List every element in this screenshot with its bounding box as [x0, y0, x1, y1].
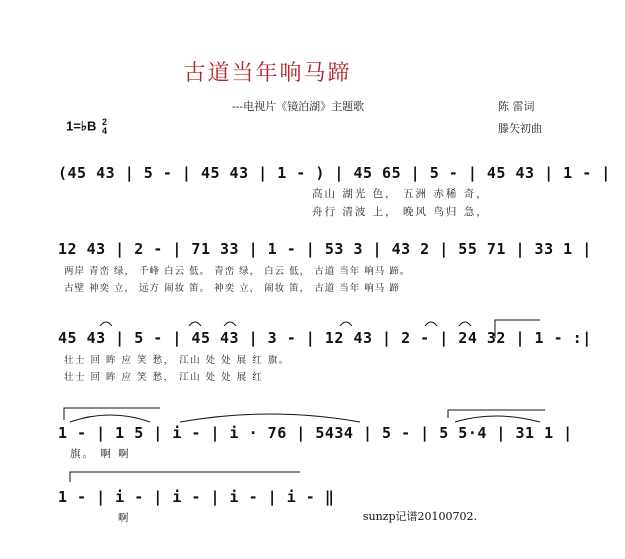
score-line-1: (45 43 | 5 - | 45 43 | 1 - ) | 45 65 | 5 - | 45 43 | 1 - |	[58, 164, 611, 182]
lyrics-2-verse-2: 古壁 神奕 立， 远方 闹妆 笛。 神奕 立， 闹妆 笛， 古道 当年 响马 蹄	[64, 283, 400, 294]
transcriber-credit: sunzp记谱20100702.	[362, 510, 477, 523]
lyrics-1-verse-1: 高山 湖光 色， 五洲 赤稀 奇，	[312, 188, 489, 200]
lyrics-2-verse-1: 两岸 青峦 绿， 千峰 白云 低。 青峦 绿， 白云 低， 古道 当年 响马 蹄。	[64, 266, 411, 277]
slur-arc	[425, 322, 437, 326]
subtitle: ---电视片《镜泊湖》主题歌	[232, 100, 365, 113]
time-beats: 2	[101, 117, 107, 127]
song-title: 古道当年响马蹄	[183, 61, 352, 86]
tie-arc	[70, 415, 150, 422]
score-line-2: 12 43 | 2 - | 71 33 | 1 - | 53 3 | 43 2 | 55 71 | 33 1 |	[58, 240, 592, 258]
slur-arc	[340, 322, 352, 326]
lyricist: 陈 雷词	[498, 100, 535, 113]
composer: 滕矢初曲	[498, 122, 542, 135]
volta-bracket	[495, 320, 540, 338]
volta-bracket	[64, 408, 160, 420]
volta-bracket	[448, 410, 545, 418]
lyrics-1-verse-2: 舟行 清波 上， 晚风 鸟归 急，	[312, 206, 489, 218]
tie-arc	[455, 416, 540, 422]
tie-arc	[180, 414, 360, 422]
slur-arc	[189, 322, 201, 326]
tie-line	[70, 472, 300, 482]
lyrics-3-verse-1: 壮士 回 眸 应 笑 愁， 江山 处 处 展 红 旗。	[64, 355, 290, 366]
slur-arc	[459, 322, 471, 326]
lyrics-5: 啊	[118, 512, 131, 524]
lyrics-4: 旗。 啊 啊	[70, 448, 131, 460]
lyrics-3-verse-2: 壮士 回 眸 应 笑 愁， 江山 处 处 展 红	[64, 372, 264, 383]
slur-arc	[224, 322, 236, 326]
slur-arc	[100, 322, 112, 326]
score-line-4: 1 - | 1 5 | i - | i · 76 | 5434 | 5 - | 5 5·4 | 31 1 |	[58, 424, 573, 442]
time-unit: 4	[101, 126, 107, 136]
score-line-3: 45 43 | 5 - | 45 43 | 3 - | 12 43 | 2 - | 24 32 | 1 - :|	[58, 329, 592, 347]
score-line-5: 1 - | i - | i - | i - | i - ‖	[58, 488, 335, 506]
key-label: 1=♭B	[66, 118, 97, 134]
